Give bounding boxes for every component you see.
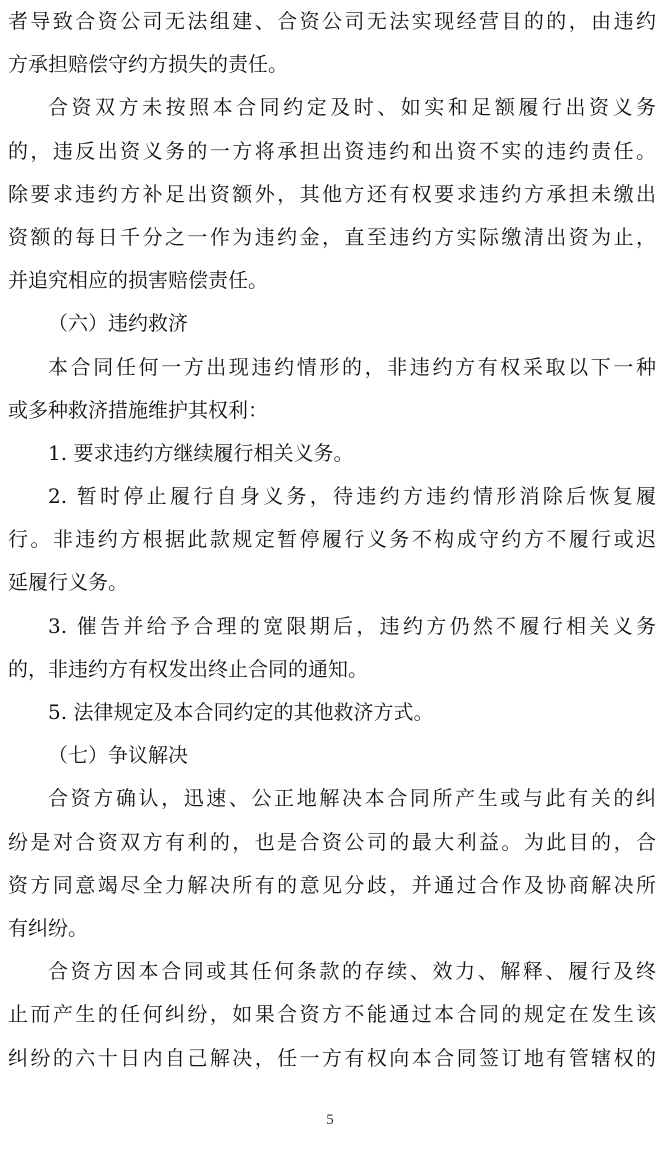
list-item: 2. 暂时停止履行自身义务，待违约方违约情形消除后恢复履 [48, 484, 656, 509]
paragraph-line: 行。非违约方根据此款规定暂停履行义务不构成守约方不履行或迟 [8, 527, 656, 552]
document-body [8, 0, 656, 1080]
paragraph-line: 者导致合资公司无法组建、合资公司无法实现经营目的的，由违约 [8, 9, 656, 33]
section-heading: （六）违约救济 [48, 311, 188, 336]
section-heading: （七）争议解决 [48, 743, 188, 768]
paragraph-line: 的，非违约方有权发出终止合同的通知。 [8, 656, 368, 681]
paragraph-line: 本合同任何一方出现违约情形的，非违约方有权采取以下一种 [48, 354, 656, 379]
paragraph-line: 纷是对合资双方有利的，也是合资公司的最大利益。为此目的，合 [8, 829, 656, 854]
paragraph-line: 纠纷的六十日内自己解决，任一方有权向本合同签订地有管辖权的 [8, 1045, 656, 1070]
paragraph-line: 方承担赔偿守约方损失的责任。 [8, 52, 288, 77]
paragraph-line: 合资方因本合同或其任何条款的存续、效力、解释、履行及终 [48, 959, 656, 984]
paragraph-line: 并追究相应的损害赔偿责任。 [8, 268, 268, 293]
paragraph-line: 有纠纷。 [8, 915, 88, 940]
list-item: 3. 催告并给予合理的宽限期后，违约方仍然不履行相关义务 [48, 613, 656, 638]
paragraph-line: 合资方确认，迅速、公正地解决本合同所产生或与此有关的纠 [48, 786, 656, 811]
paragraph-line: 除要求违约方补足出资额外，其他方还有权要求违约方承担未缴出 [8, 181, 656, 206]
page-number: 5 [326, 1112, 334, 1128]
paragraph-line: 资方同意竭尽全力解决所有的意见分歧，并通过合作及协商解决所 [8, 872, 656, 897]
list-item: 1. 要求违约方继续履行相关义务。 [48, 440, 354, 465]
paragraph-line: 止而产生的任何纠纷，如果合资方不能通过本合同的规定在发生该 [8, 1002, 656, 1027]
paragraph-line: 的，违反出资义务的一方将承担出资违约和出资不实的违约责任。 [8, 138, 656, 163]
paragraph-line: 资额的每日千分之一作为违约金，直至违约方实际缴清出资为止， [8, 224, 656, 249]
paragraph-line: 延履行义务。 [8, 570, 128, 595]
paragraph-line: 合资双方未按照本合同约定及时、如实和足额履行出资义务 [48, 95, 656, 120]
paragraph-line: 或多种救济措施维护其权利： [8, 397, 268, 422]
list-item: 5. 法律规定及本合同约定的其他救济方式。 [48, 700, 434, 724]
